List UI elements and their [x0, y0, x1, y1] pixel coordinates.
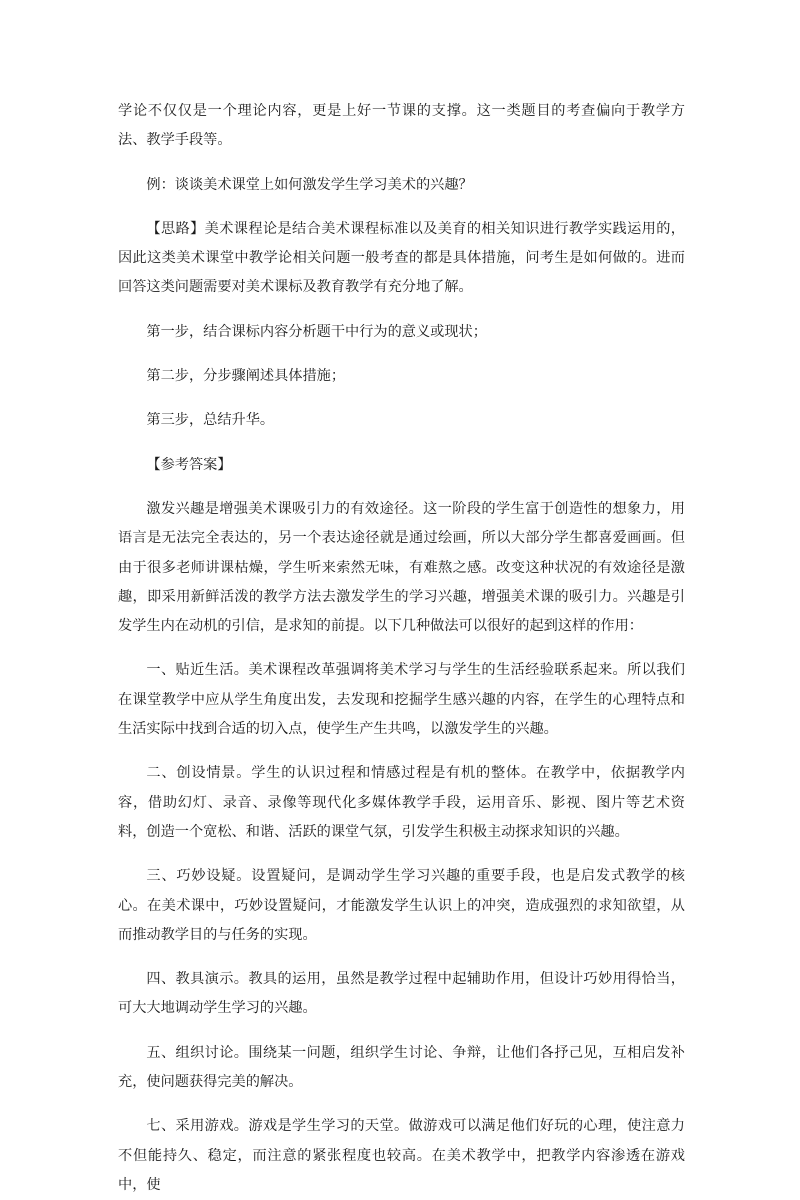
paragraph-answer-intro: 激发兴趣是增强美术课吸引力的有效途径。这一阶段的学生富于创造性的想象力，用语言是无法完全表达的，另一个表达途径就是通过绘画，所以大部分学生都喜爱画画。但由于很多老师讲课枯燥，学生听来索然无味，有难熬之感。改变这种状况的有效途径是激趣，即采用新鲜活泼的教学方法去激发学生的学习兴趣，增强美术课的吸引力。兴趣是引发学生内在动机的引信，是求知的前提。以下几种做法可以很好的起到这样的作用：	[118, 500, 685, 635]
paragraph-step-3: 第三步，总结升华。	[146, 412, 275, 429]
paragraph-point-1: 一、贴近生活。美术课程改革强调将美术学习与学生的生活经验联系起来。所以我们在课堂教学中应从学生角度出发，去发现和挖掘学生感兴趣的内容，在学生的心理特点和生活实际中找到合适的切入点，使学生产生共鸣，以激发学生的兴趣。	[118, 662, 685, 738]
paragraph-approach: 【思路】美术课程论是结合美术课程标准以及美育的相关知识进行教学实践运用的，因此这类美术课堂中教学论相关问题一般考查的都是具体措施，问考生是如何做的。进而回答这类问题需要对美术课标及教育教学有充分地了解。	[118, 220, 685, 296]
paragraph-example-question: 例：谈谈美术课堂上如何激发学生学习美术的兴趣？	[146, 176, 473, 193]
document-page	[118, 97, 685, 1200]
paragraph-step-2: 第二步，分步骤阐述具体措施；	[146, 368, 346, 385]
paragraph-answer-heading: 【参考答案】	[146, 456, 232, 473]
paragraph-point-7: 七、采用游戏。游戏是学生学习的天堂。做游戏可以满足他们好玩的心理，使注意力不但能持久、稳定，而注意的紧张程度也较高。在美术教学中，把教学内容渗透在游戏中，使	[118, 1118, 685, 1193]
paragraph-point-4: 四、教具演示。教具的运用，虽然是教学过程中起辅助作用，但设计巧妙用得恰当，可大大地调动学生学习的兴趣。	[118, 971, 685, 1017]
paragraph-point-3: 三、巧妙设疑。设置疑问，是调动学生学习兴趣的重要手段，也是启发式教学的核心。在美术课中，巧妙设置疑问，才能激发学生认识上的冲突，造成强烈的求知欲望，从而推动教学目的与任务的实现。	[118, 868, 685, 943]
paragraph-point-5: 五、组织讨论。围绕某一问题，组织学生讨论、争辩，让他们各抒己见，互相启发补充，使问题获得完美的解决。	[118, 1044, 685, 1091]
paragraph-point-2: 二、创设情景。学生的认识过程和情感过程是有机的整体。在教学中，依据教学内容，借助幻灯、录音、录像等现代化多媒体教学手段，运用音乐、影视、图片等艺术资料，创造一个宽松、和谐、活跃的课堂气氛，引发学生积极主动探求知识的兴趣。	[118, 765, 685, 840]
paragraph-step-1: 第一步，结合课标内容分析题干中行为的意义或现状；	[146, 323, 487, 340]
paragraph-intro: 学论不仅仅是一个理论内容，更是上好一节课的支撑。这一类题目的考查偏向于教学方法、教学手段等。	[118, 103, 685, 149]
